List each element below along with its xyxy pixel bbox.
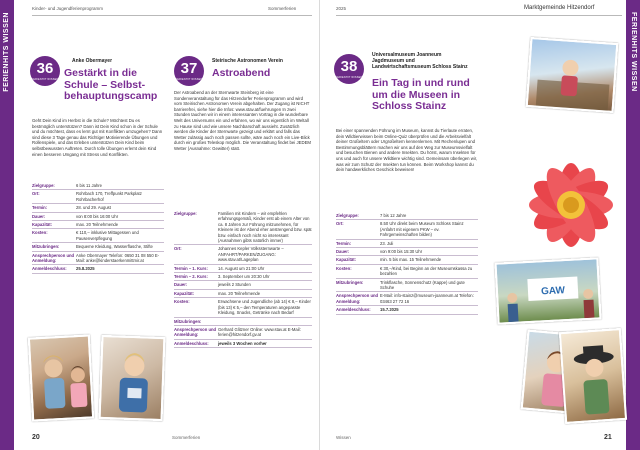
group-illustration — [497, 259, 602, 324]
photo-children-playing — [28, 334, 94, 421]
info-row: Ort: Johannes Kepler Volkssternwarte – ANFAHRT/PARKEN/ZUGANG: www.stav.at/Lageplan — [174, 245, 312, 264]
info-row: Kosten: Erwachsene und Jugendliche (ab 14) € 8,– Kinder (bis 13) € 5,– den Temperaturen angepasste Kleidung, Snacks, Getränke nach Bedarf — [174, 298, 312, 317]
right-sidebar-label: FERIENHITS WISSEN — [630, 12, 637, 92]
event-organizer: Universalmuseum Joanneum Jagdmuseum und Landwirtschaftsmuseum Schloss Stainz — [372, 52, 468, 70]
info-row: Dauer: von 9:00 bis 15:30 Uhr — [336, 248, 478, 256]
flower-icon — [516, 150, 626, 260]
info-row: Zielgruppe: Familien mit Kindern – wir empfehlen erfahrungsgemäß, Kinder erst ab einem Alter von ca. 8 Jahren zur Führung mitzunehmen, für Kleinere ist der Abend eher anstrengend bzw. spät bzw. einfach noch nicht so interessant (Ausnahmen gibts natürlich immer) — [174, 210, 312, 245]
info-row: Termin: 28. und 29. August — [32, 204, 164, 212]
photo-child-on-ladder — [526, 37, 619, 113]
photo-child-with-hat — [559, 328, 627, 424]
footer-mid-right: Wissen — [336, 435, 351, 440]
info-row: Mitzubringen: — [174, 318, 312, 326]
event-description: Der Astroabend an der Sternwarte Steinberg ist eine Sonderveranstaltung für das Hitzendorfer Ferienprogramm und wird vom Steirischen Astronomen Verein abgehalten. Der Zugang ist NICHT barrierefrei, siehe hier die Infos: www.stav.at/fuehrungen In zwei Stunden tauchen wir in einem interessanten Vortrag in die wunderbare Welt des Universums ein und erfahren, wo wir uns eigentlich im Weltall zu Hause sind und wie unsere Nachbarschaft aussieht. Zusätzlich werden die Kinder der Sternwarte gezeigt und erklärt und falls das Wetter zulässig auch noch passen sollte, wäre auch noch ein Live-Blick durch ein großes Teleskop möglich. Die Veranstaltung findet bei JEDEM Wetter (Ausnahme: Gewitter) statt. — [174, 90, 312, 151]
event-number: 37 — [180, 60, 198, 77]
header-rule-left — [32, 15, 312, 16]
info-row: Zielgruppe: 7 bis 12 Jahre — [336, 212, 478, 220]
photo-group-with-banner — [494, 257, 601, 324]
info-row: Ort: Rohrbach 170, Treffpunkt Parkplatz Rohrbacherhof — [32, 190, 164, 204]
event-badge-label: FERIENHIT WISSEN — [335, 76, 363, 79]
event-badge-label: FERIENHIT WISSEN — [175, 78, 203, 81]
info-row: Termin – 2. Kurs: 3. September um 20:30 Uhr — [174, 273, 312, 281]
event-number: 38 — [340, 58, 358, 75]
info-row: Mitzubringen: Bequeme Kleidung, Wasserflasche, Stifte — [32, 243, 164, 251]
running-header-year: 2025 — [336, 6, 347, 11]
child-hat-illustration — [561, 330, 627, 424]
event-title: Gestärkt in die Schule – Selbstbehauptungscamp — [64, 67, 158, 102]
running-header-right: Marktgemeinde Hitzendorf — [524, 5, 595, 11]
left-sidebar-label: FERIENHITS WISSEN — [3, 12, 10, 92]
info-row: Termin: 23. Juli — [336, 240, 478, 248]
info-row: Zielgruppe: 6 bis 11 Jahre — [32, 182, 164, 190]
event-title: Ein Tag in und rund um die Museen in Schloss Stainz — [372, 77, 470, 112]
info-row: Anmeldeschluss: 15.7.2025 — [336, 306, 478, 314]
footer-mid-left: Sommerferien — [172, 435, 201, 440]
running-header-left: Kinder- und Jugendferienprogramm — [32, 6, 104, 11]
event-number-badge-36 — [30, 56, 60, 86]
info-row: Ansprechperson und Anmeldung: E-Mail: info-stainz@museum-joanneum.at Telefon: 03463 27 72 16 — [336, 292, 478, 306]
event-info-table — [174, 210, 312, 348]
header-rule-right — [336, 15, 622, 16]
event-number-badge-37 — [174, 56, 204, 86]
event-info-table — [32, 182, 164, 274]
event-description: Geht Dein Kind im Herbst in die Schule? Möchtest Du es bestmöglich unterstützen? Dann ist Dein Kind schon in der Schule und du möchtest, dass es lernt gut mit Konflikten umzugehen? Dann sind diese 3 Tage genau das Richtige! Motivierende Übungen und Rollenspiele, und das Erleben unterstützen Dein Kind beim selbstbewussten Auftreten. Durch tolle Übungen erlernt dein Kind einen besseren Umgang mit Stress und Konflikten. — [32, 118, 163, 157]
event-organizer: Steirische Astronomen Verein — [212, 58, 283, 64]
info-row: Anmeldeschluss: jeweils 3 Wochen vorher — [174, 340, 312, 348]
event-number-badge-38 — [334, 54, 364, 84]
info-row: Kapazität: max. 20 Teilnehmende — [32, 221, 164, 229]
info-row: Mitzubringen: Trinkflasche, Sonnenschutz (Kappe) und gute Schuhe — [336, 279, 478, 293]
event-title: Astroabend — [212, 67, 271, 79]
left-sidebar-band — [0, 0, 14, 450]
info-row: Anmeldeschluss: 25.8.2025 — [32, 265, 164, 273]
info-row: Ansprechperson und Anmeldung: Anke Obermayer Telefon: 0650 31 08 550 E-Mail: anke@kinderstaerkenmittmir.at — [32, 252, 164, 266]
info-row: Kapazität: min. 5 bis max. 15 Teilnehmende — [336, 256, 478, 264]
svg-text:GAW: GAW — [540, 285, 566, 298]
info-row: Kosten: € 110,– inklusive Mittagessen und Pausenverpflegung — [32, 229, 164, 243]
info-row: Kapazität: max. 20 Teilnehmende — [174, 290, 312, 298]
page-number-left: 20 — [32, 434, 40, 441]
page-number-right: 21 — [604, 434, 612, 441]
event-description: Bei einer spannenden Führung im Museum, kannst du Tierlaute erraten, dein Wildtierwissen beim Online-Quiz überprüfen und die Arbeitsvielfalt deiner Großeltern oder Urgroßeltern kennenlernen. Mit Rechenlupen und Bestimmungsblättern machen wir uns auf den Weg zur Museumsvielfalt und besuchen Bienen und andere Insekten. Du hörst, warum Insekten für uns und auch für unsere Wildtiere wichtig sind. Gemeinsam überlegen wir, was wir zum Schutz der Insekten tun können. Beim Workshop kannst du dein handwerkliches Geschick beweisen! — [336, 128, 478, 173]
photo-child-with-drawing — [99, 335, 166, 421]
event-organizer: Anke Obermayer — [72, 58, 113, 64]
info-row: Dauer: jeweils 2 Stunden — [174, 281, 312, 289]
info-row: Ort: 8.50 Uhr direkt beim Museum Schloss Stainz (Anfahrt mit eigenem PKW – ev. Fahrgemeinschaften bilden) — [336, 220, 478, 239]
info-row: Termin – 1. Kurs: 14. August um 21:00 Uhr — [174, 265, 312, 273]
info-row: Kosten: € 30,–/Kind, bei Beginn an der Museumskassa zu bezahlen — [336, 265, 478, 279]
running-header-mid: Sommerferien — [268, 6, 297, 11]
info-row: Dauer: von 8:00 bis 16:00 Uhr — [32, 213, 164, 221]
right-page — [320, 0, 640, 450]
event-badge-label: FERIENHIT WISSEN — [31, 78, 59, 81]
event-number: 36 — [36, 60, 54, 77]
info-row: Ansprechperson und Anmeldung: Gerhard Glitzner Online: www.stav.at E-Mail: ferien@hitzendorf.gv.at — [174, 326, 312, 340]
child-illustration — [100, 337, 165, 421]
child-climbing-illustration — [528, 39, 619, 113]
event-info-table — [336, 212, 478, 315]
right-sidebar-band — [626, 0, 640, 450]
children-illustration — [30, 336, 94, 421]
